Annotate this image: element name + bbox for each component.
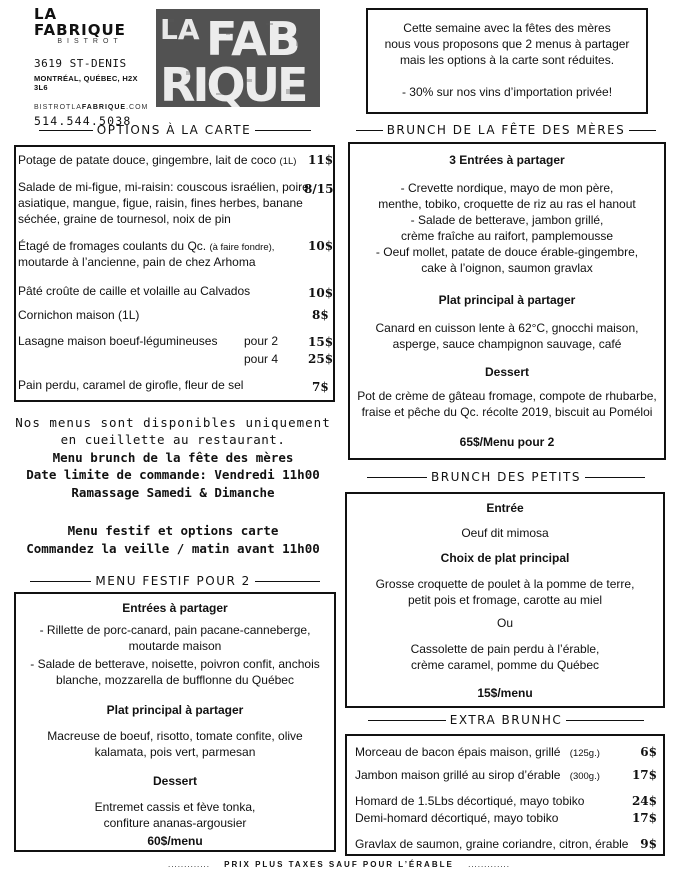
brunch-section-title <box>356 123 656 137</box>
festif-box <box>14 592 336 852</box>
carte-item-option: pour 2 <box>244 334 279 348</box>
carte-box <box>14 145 335 402</box>
logo-graphic <box>156 9 320 107</box>
brand-logo <box>156 9 320 107</box>
info-pickup: Ramassage Samedi & Dimanche <box>71 485 275 500</box>
phone-number[interactable]: 514.544.5038 <box>34 114 132 128</box>
petits-plat-heading: Choix de plat principal <box>440 551 570 565</box>
website-suffix: .COM <box>126 104 149 111</box>
brunch-entree-1: - Crevette nordique, mayo de mon père, <box>400 181 614 195</box>
carte-item-desc: moutarde à l’ancienne, pain de chez Arhoma <box>18 255 256 269</box>
brunch-price: 65$/Menu pour 2 <box>459 435 555 449</box>
festif-plat-heading: Plat principal à partager <box>106 703 244 717</box>
extra-item-demi-homard <box>355 810 657 826</box>
extra-item-name: Jambon maison grillé au sirop d’érable <box>355 768 561 782</box>
notice-line2: nous vous proposons que 2 menus à partager <box>384 37 630 51</box>
extra-title: EXTRA BRUNHC <box>449 713 563 727</box>
footer-text: PRIX PLUS TAXES SAUF POUR L’ÉRABLE <box>224 860 454 869</box>
carte-item-name: Lasagne maison boeuf-légumineuses <box>18 334 218 348</box>
extra-box <box>345 734 665 856</box>
petits-plat-2-desc: crème caramel, pomme du Québec <box>410 658 600 672</box>
brunch-entree-2: - Salade de betterave, jambon grillé, <box>410 213 604 227</box>
brand-block <box>34 5 149 128</box>
brunch-title: BRUNCH DE LA FÊTE DES MÈRES <box>386 123 626 137</box>
extra-item-price: 17$ <box>631 811 657 825</box>
carte-item-option: pour 4 <box>244 352 279 366</box>
extra-item-price: 24$ <box>631 794 657 808</box>
carte-item-name: Cornichon maison (1L) <box>18 308 140 322</box>
extra-item-gravlax <box>355 836 657 852</box>
carte-item-price: 11$ <box>308 153 334 167</box>
petits-plat-1: Grosse croquette de poulet à la pomme de terre, <box>375 577 635 591</box>
extra-item-name: Morceau de bacon épais maison, grillé <box>355 745 561 759</box>
website-link[interactable] <box>34 104 149 111</box>
festif-dessert-heading: Dessert <box>152 774 198 788</box>
brunch-entree-3: - Oeuf mollet, patate de douce érable-gingembre, <box>375 245 639 259</box>
website-bold: FABRIQUE <box>81 104 127 111</box>
notice-promo: - 30% sur nos vins d’importation privée! <box>401 85 613 99</box>
brunch-dessert-1: Pot de crème de gâteau fromage, compote de rhubarbe, <box>357 389 657 403</box>
info-festif-deadline: Commandez la veille / matin avant 11h00 <box>26 541 320 556</box>
brunch-plat-2: asperge, sauce champignon sauvage, café <box>392 337 622 351</box>
footer-dots-left: ............. <box>168 860 210 869</box>
carte-title: OPTIONS À LA CARTE <box>96 123 252 137</box>
carte-item-name: Étagé de fromages coulants du Qc. <box>18 239 207 253</box>
petits-or: Ou <box>496 616 513 630</box>
petits-plat-2: Cassolette de pain perdu à l’érable, <box>410 642 600 656</box>
festif-entree-2-desc: blanche, mozzarella de bufflonne du Québec <box>56 673 294 687</box>
carte-item-price: 10$ <box>308 239 334 253</box>
address-line2: MONTRÉAL, QUÉBEC, H2X 3L6 <box>34 74 138 92</box>
notice-line3: mais les options à la carte sont réduites. <box>399 53 615 67</box>
carte-item-name: Pâté croûte de caille et volaille au Calvados <box>18 284 251 298</box>
extra-section-title <box>356 713 656 727</box>
address-line1: 3619 ST-DENIS <box>34 57 127 70</box>
info-brunch-title: Menu brunch de la fête des mères <box>52 450 294 465</box>
petits-section-title <box>356 470 656 484</box>
carte-section-title <box>30 123 320 137</box>
petits-title: BRUNCH DES PETITS <box>431 470 581 484</box>
extra-item-name: Demi-homard décortiqué, mayo tobiko <box>355 811 559 825</box>
brunch-entree-1-desc: menthe, tobiko, croquette de riz au ras el hanout <box>378 197 636 211</box>
extra-item-weight: (125g.) <box>569 748 600 759</box>
footer-dots-right: ............. <box>468 860 510 869</box>
info-order-deadline: Date limite de commande: Vendredi 11h00 <box>26 467 320 482</box>
festif-plat-2: kalamata, pois vert, parmesan <box>94 745 256 759</box>
weekly-notice-box <box>366 8 648 114</box>
petits-entree-heading: Entrée <box>486 501 524 515</box>
info-availability-2: en cueillette au restaurant. <box>60 432 286 447</box>
brunch-dessert-2: fraise et pêche du Qc. récolte 2019, biscuit au Poméloi <box>361 405 653 419</box>
festif-title: MENU FESTIF POUR 2 <box>95 574 251 588</box>
petits-price: 15$/menu <box>477 686 533 700</box>
extra-item-weight: (300g.) <box>569 771 600 782</box>
extra-item-name: Homard de 1.5Lbs décortiqué, mayo tobiko <box>355 794 585 808</box>
logo-line2: FAB <box>206 12 300 66</box>
footer-note <box>0 860 678 869</box>
carte-item-price: 10$ <box>308 286 334 300</box>
logo-line3: RIQUE <box>160 58 306 107</box>
carte-item-name: Potage de patate douce, gingembre, lait de coco <box>18 153 277 167</box>
carte-item-price: 15$ <box>308 335 334 349</box>
carte-item-name: Pain perdu, caramel de girofle, fleur de sel <box>18 378 244 392</box>
carte-item-price: 8/15 <box>304 182 334 196</box>
festif-plat-1: Macreuse de boeuf, risotto, tomate confite, olive <box>47 729 303 743</box>
extra-item-bacon <box>355 744 657 762</box>
carte-item-price: 8$ <box>312 308 329 322</box>
festif-entree-2: - Salade de betterave, noisette, poivron confit, anchois <box>30 657 320 671</box>
extra-item-price: 17$ <box>631 768 657 782</box>
brunch-entree-2-desc: crème fraîche au raifort, pamplemousse <box>400 229 614 243</box>
festif-entree-1: - Rillette de porc-canard, pain pacane-canneberge, <box>39 623 311 637</box>
brunch-plat-heading: Plat principal à partager <box>438 293 576 307</box>
carte-item-desc: asiatique, mangue, figue, raisin, fines herbes, banane <box>18 196 303 210</box>
petits-box <box>345 492 665 708</box>
carte-item-price: 25$ <box>308 352 334 366</box>
extra-item-homard <box>355 793 657 809</box>
carte-item-price: 7$ <box>312 380 329 394</box>
petits-entree-1: Oeuf dit mimosa <box>461 526 549 540</box>
extra-item-price: 9$ <box>640 837 657 851</box>
festif-section-title <box>30 574 320 588</box>
logo-line1: LA <box>160 13 200 46</box>
festif-dessert-2: confiture ananas-argousier <box>103 816 247 830</box>
extra-item-name: Gravlax de saumon, graine coriandre, citron, érable <box>355 837 629 851</box>
festif-entree-1-desc: moutarde maison <box>128 639 222 653</box>
extra-item-jambon <box>355 767 657 785</box>
website-prefix: BISTROTLA <box>34 104 82 111</box>
carte-item-size: (1L) <box>279 156 297 167</box>
brand-name: LA FABRIQUE <box>34 5 126 39</box>
carte-item-note: (à faire fondre), <box>209 242 275 253</box>
carte-item-name: Salade de mi-figue, mi-raisin: couscous israélien, poire <box>18 180 309 194</box>
petits-plat-1-desc: petit pois et fromage, carotte au miel <box>407 593 603 607</box>
info-festif-title: Menu festif et options carte <box>67 523 279 538</box>
festif-price: 60$/menu <box>147 834 203 848</box>
festif-dessert-1: Entremet cassis et fève tonka, <box>94 800 256 814</box>
brunch-plat-1: Canard en cuisson lente à 62°C, gnocchi maison, <box>375 321 639 335</box>
brand-sub: BISTROT <box>57 38 123 45</box>
info-availability-1: Nos menus sont disponibles uniquement <box>15 415 331 430</box>
extra-item-price: 6$ <box>640 745 657 759</box>
brunch-dessert-heading: Dessert <box>484 365 530 379</box>
brunch-entrees-heading: 3 Entrées à partager <box>449 153 565 167</box>
brunch-box <box>348 142 666 460</box>
brunch-entree-3-desc: cake à l’oignon, saumon gravlax <box>421 261 593 275</box>
festif-entrees-heading: Entrées à partager <box>122 601 228 615</box>
carte-item-desc: séchée, graine de tournesol, noix de pin <box>18 212 231 226</box>
notice-line1: Cette semaine avec la fêtes des mères <box>403 21 611 35</box>
